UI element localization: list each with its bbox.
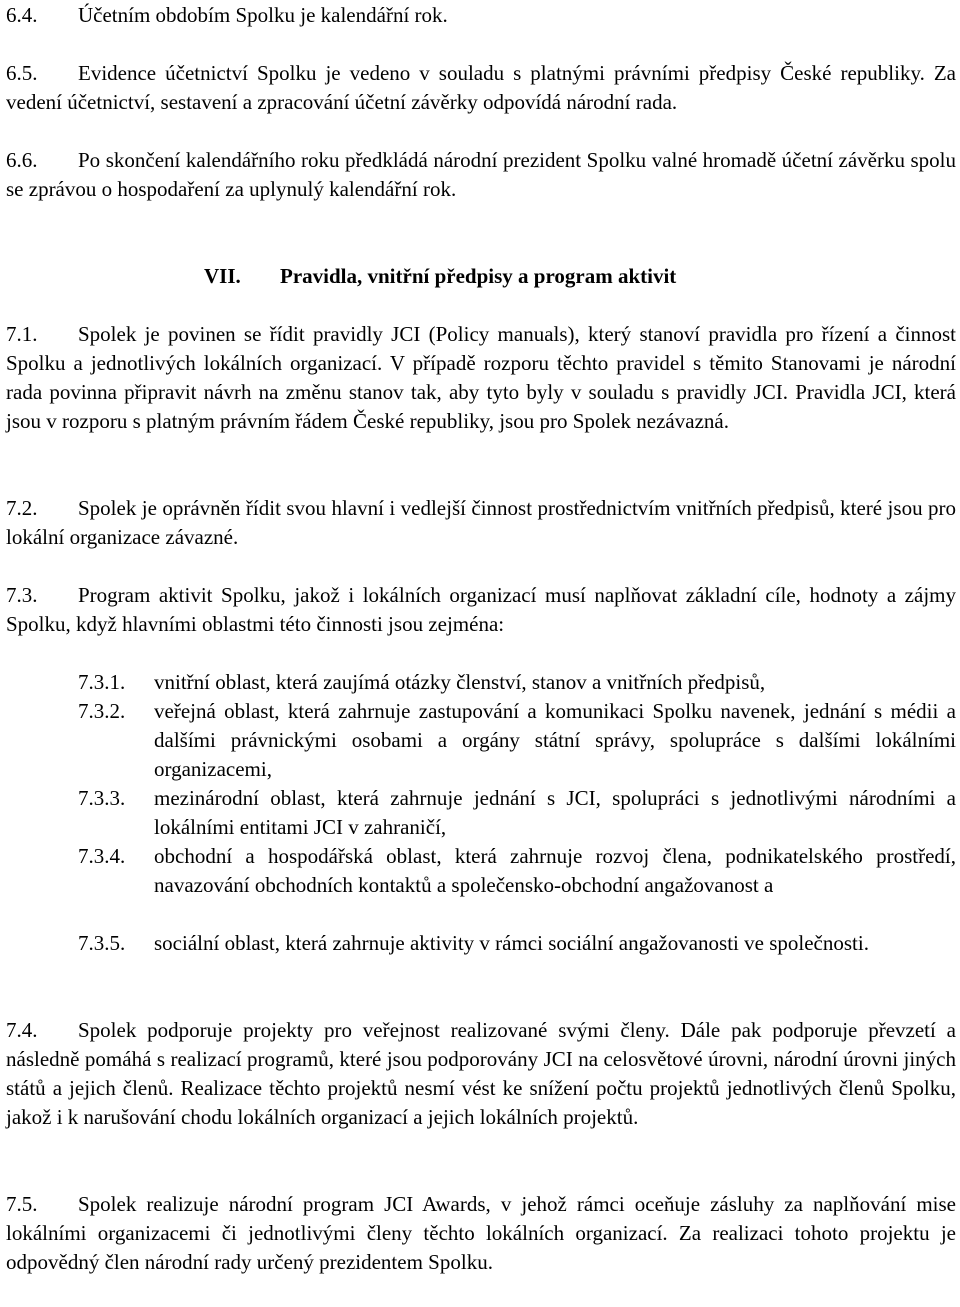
list-item-number: 7.3.3. (78, 786, 126, 810)
list-item-text: veřejná oblast, která zahrnuje zastupování a komunikaci Spolku navenek, jednání s médii a dalšími právnickými osobami a orgány státní správy, spolupráce s dalšími lokálními organizacemi, (154, 699, 956, 781)
list-item-text: vnitřní oblast, která zaujímá otázky členství, stanov a vnitřních předpisů, (154, 670, 766, 694)
paragraph-number: 6.4. (6, 3, 38, 27)
paragraph-number: 7.1. (6, 322, 38, 346)
paragraph-number: 7.5. (6, 1192, 38, 1216)
paragraph-text: Spolek je oprávněn řídit svou hlavní i vedlejší činnost prostřednictvím vnitřních předpisů, které jsou pro lokální organizace závazné. (6, 496, 956, 549)
paragraph-text: Spolek realizuje národní program JCI Awards, v jehož rámci oceňuje zásluhy za naplňování mise lokálními organizacemi či jednotlivými členy těchto lokálních organizací. Za realizaci tohoto projektu je odpovědný člen národní rady určený prezidentem Spolku. (6, 1192, 956, 1274)
list-item-text: sociální oblast, která zahrnuje aktivity v rámci sociální angažovanosti ve společnosti. (154, 931, 869, 955)
paragraph-number: 7.4. (6, 1018, 38, 1042)
paragraph-number: 6.6. (6, 148, 38, 172)
list-item-7-3-1 (78, 668, 956, 697)
list-item-7-3-3 (78, 784, 956, 842)
section-number: VII. (204, 264, 241, 288)
paragraph-number: 7.2. (6, 496, 38, 520)
paragraph-6-6 (6, 146, 956, 204)
list-item-number: 7.3.2. (78, 699, 126, 723)
list-item-text: obchodní a hospodářská oblast, která zahrnuje rozvoj člena, podnikatelského prostředí, navazování obchodních kontaktů a společensko-obchodní angažovanost a (154, 844, 956, 897)
list-item-text: mezinárodní oblast, která zahrnuje jednání s JCI, spolupráci s jednotlivými národními a lokálními entitami JCI v zahraničí, (154, 786, 956, 839)
paragraph-text: Spolek podporuje projekty pro veřejnost realizované svými členy. Dále pak podporuje převzetí a následně pomáhá s realizací programů, které jsou podporovány JCI na celosvětové úrovni, národní úrovni jiných států a jejich členů. Realizace těchto projektů nesmí vést ke snížení počtu projektů jednotlivých členů Spolku, jakož i k narušování chodu lokálních organizací a jejich lokálních projektů. (6, 1018, 956, 1129)
section-title: Pravidla, vnitřní předpisy a program aktivit (280, 264, 677, 288)
paragraph-text: Účetním obdobím Spolku je kalendářní rok. (78, 3, 448, 27)
paragraph-7-5 (6, 1190, 956, 1277)
list-item-7-3-5 (78, 929, 956, 958)
list-item-number: 7.3.1. (78, 670, 126, 694)
paragraph-7-2 (6, 494, 956, 552)
paragraph-number: 7.3. (6, 583, 38, 607)
paragraph-6-4 (6, 1, 956, 30)
paragraph-text: Program aktivit Spolku, jakož i lokálních organizací musí naplňovat základní cíle, hodnoty a zájmy Spolku, když hlavními oblastmi této činnosti jsou zejména: (6, 583, 956, 636)
paragraph-text: Spolek je povinen se řídit pravidly JCI (Policy manuals), který stanoví pravidla pro řízení a činnost Spolku a jednotlivých lokálních organizací. V případě rozporu těchto pravidel s těmito Stanovami je národní rada povinna připravit návrh na změnu stanov tak, aby tyto byly v souladu s pravidly JCI. Pravidla JCI, která jsou v rozporu s platným právním řádem České republiky, jsou pro Spolek nezávazná. (6, 322, 956, 433)
paragraph-7-1 (6, 320, 956, 436)
paragraph-text: Po skončení kalendářního roku předkládá národní prezident Spolku valné hromadě účetní závěrku spolu se zprávou o hospodaření za uplynulý kalendářní rok. (6, 148, 956, 201)
paragraph-text: Evidence účetnictví Spolku je vedeno v souladu s platnými právními předpisy České republiky. Za vedení účetnictví, sestavení a zpracování účetní závěrky odpovídá národní rada. (6, 61, 956, 114)
list-item-7-3-4 (78, 842, 956, 900)
list-item-number: 7.3.4. (78, 844, 126, 868)
paragraph-6-5 (6, 59, 956, 117)
paragraph-7-3 (6, 581, 956, 639)
paragraph-7-4 (6, 1016, 956, 1132)
list-item-7-3-2 (78, 697, 956, 784)
paragraph-number: 6.5. (6, 61, 38, 85)
list-item-number: 7.3.5. (78, 931, 126, 955)
